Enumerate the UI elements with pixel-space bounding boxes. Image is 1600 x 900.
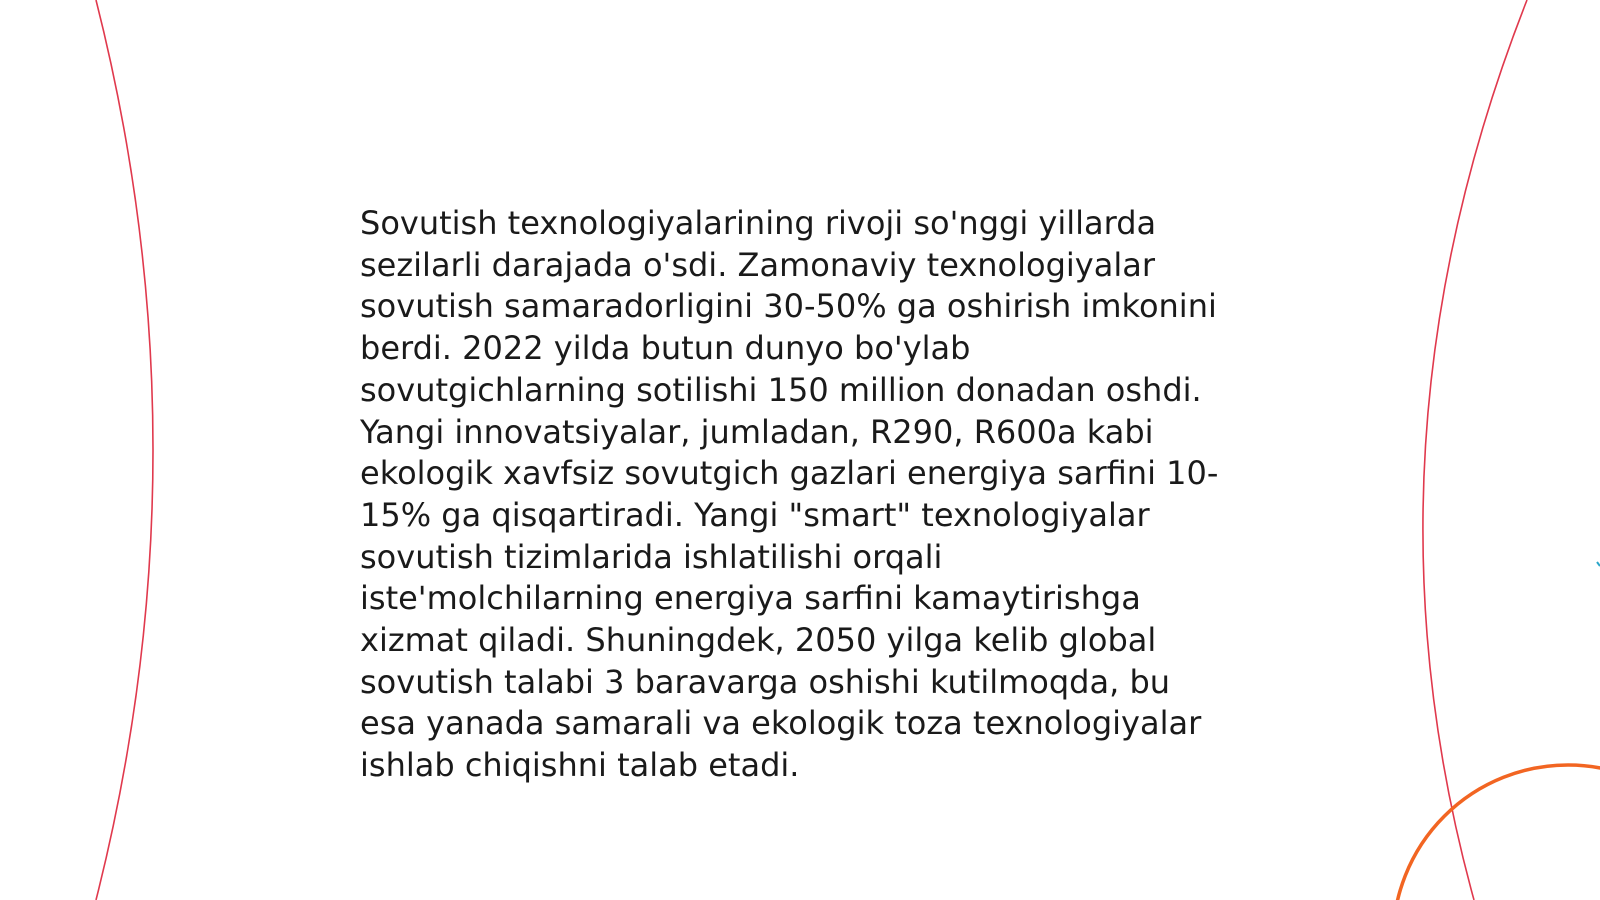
- right-arc: [1423, 0, 1527, 900]
- left-arc: [96, 0, 153, 900]
- body-paragraph: Sovutish texnologiyalarining rivoji so'nggi yillarda sezilarli darajada o'sdi. Zamonaviy texnologiyalar sovutish samaradorligini 30-50% ga oshirish imkonini berdi. 2022 yilda butun dunyo bo'ylab sovutgichlarning sotilishi 150 million donadan oshdi. Yangi innovatsiyalar, jumladan, R290, R600a kabi ekologik xavfsiz sovutgich gazlari energiya sarfini 10- 15% ga qisqartiradi. Yangi "smart" texnologiyalar sovutish tizimlarida ishlatilishi orqali iste'molchilarning energiya sarfini kamaytirishga xizmat qiladi. Shuningdek, 2050 yilga kelib global sovutish talabi 3 baravarga oshishi kutilmoqda, bu esa yanada samarali va ekologik toza texnologiyalar ishlab chiqishni talab etadi.: [360, 204, 1219, 785]
- orange-circle: [1393, 765, 1600, 900]
